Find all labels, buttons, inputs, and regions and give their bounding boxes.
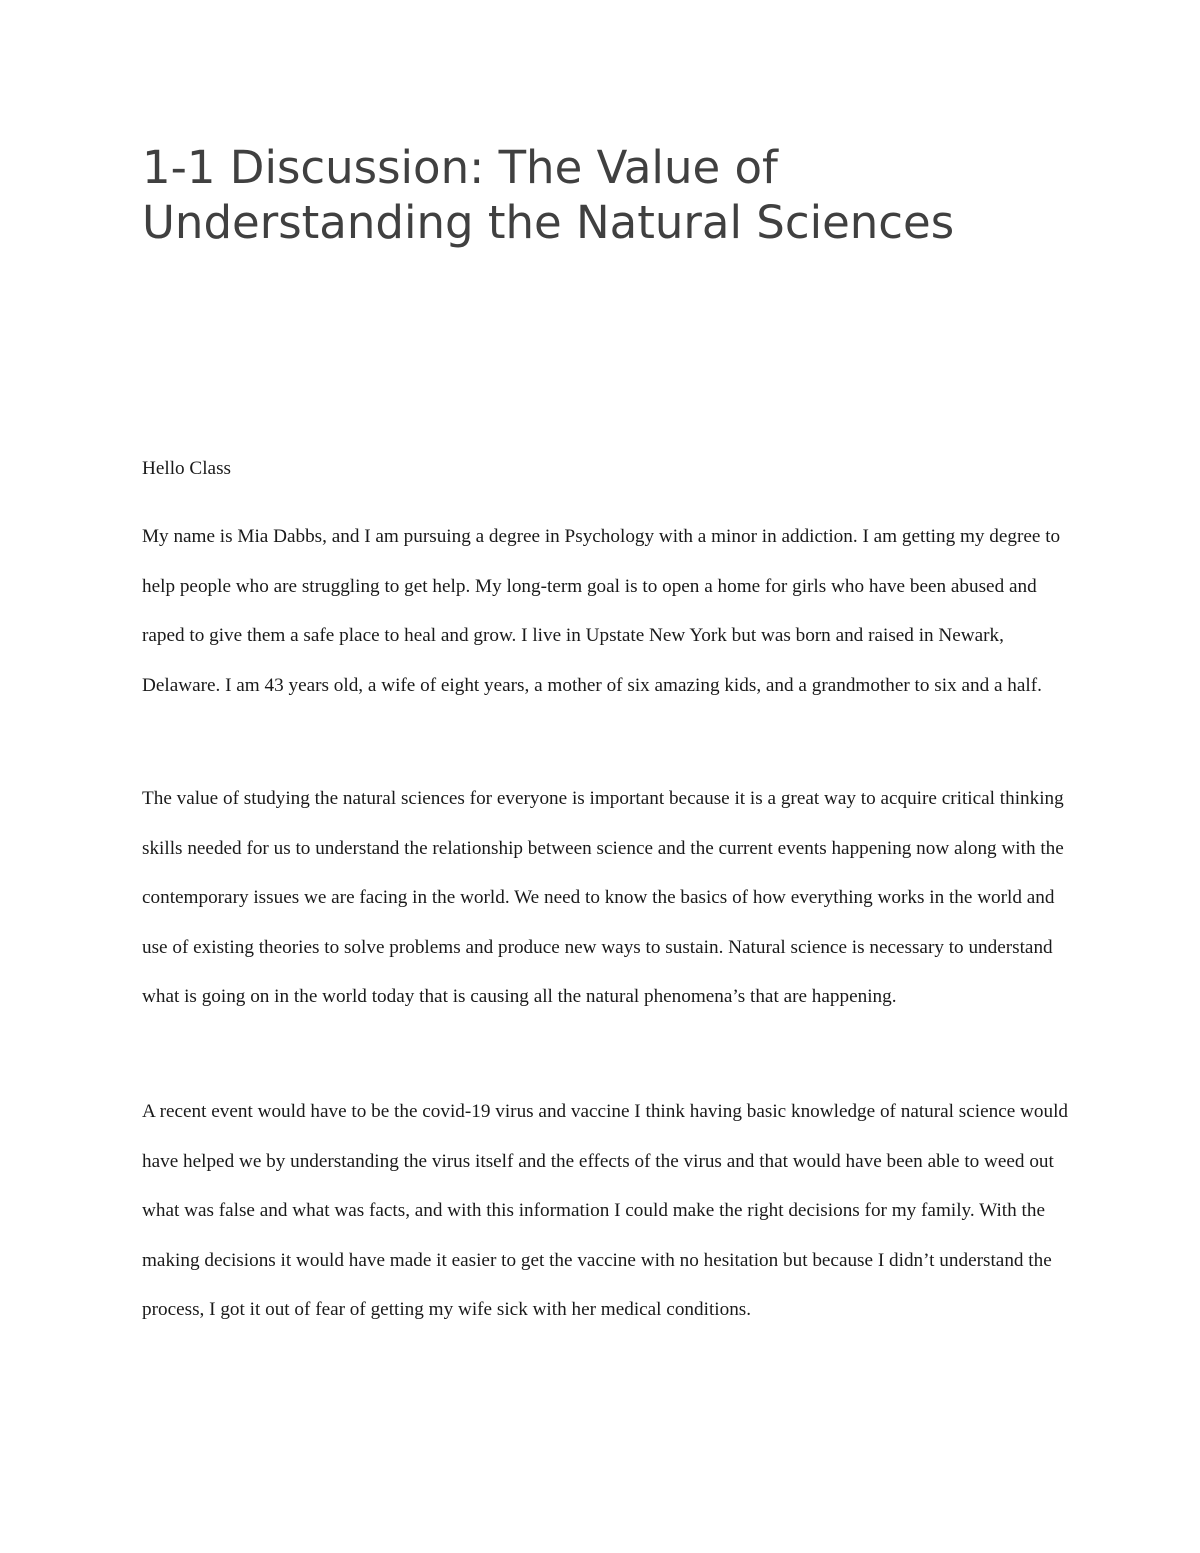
paragraph-value-of-natural-sciences: The value of studying the natural sciences for everyone is important because it is a great way to acquire critical thinking skills needed for us to understand the relationship between science and the current events happening now along with the contemporary issues we are facing in the world. We need to know the basics of how everything works in the world and use of existing theories to solve problems and produce new ways to sustain. Natural science is necessary to understand what is going on in the world today that is causing all the natural phenomena’s that are happening. xyxy=(142,788,1064,1008)
paragraph-introduction: My name is Mia Dabbs, and I am pursuing a degree in Psychology with a minor in addiction. I am getting my degree to help people who are struggling to get help. My long-term goal is to open a home for girls who have been abused and raped to give them a safe place to heal and grow. I live in Upstate New York but was born and raised in Newark, Delaware. I am 43 years old, a wife of eight years, a mother of six amazing kids, and a grandmother to six and a half. xyxy=(142,526,1061,696)
greeting-line: Hello Class xyxy=(142,458,232,479)
paragraph-recent-event: A recent event would have to be the covid-19 virus and vaccine I think having basic knowledge of natural science would have helped we by understanding the virus itself and the effects of the virus and that would have been able to weed out what was false and what was facts, and with this information I could make the right decisions for my family. With the making decisions it would have made it easier to get the vaccine with no hesitation but because I didn’t understand the process, I got it out of fear of getting my wife sick with her medical conditions. xyxy=(142,1101,1069,1321)
document-title: 1-1 Discussion: The Value of Understanding the Natural Sciences xyxy=(142,141,955,249)
